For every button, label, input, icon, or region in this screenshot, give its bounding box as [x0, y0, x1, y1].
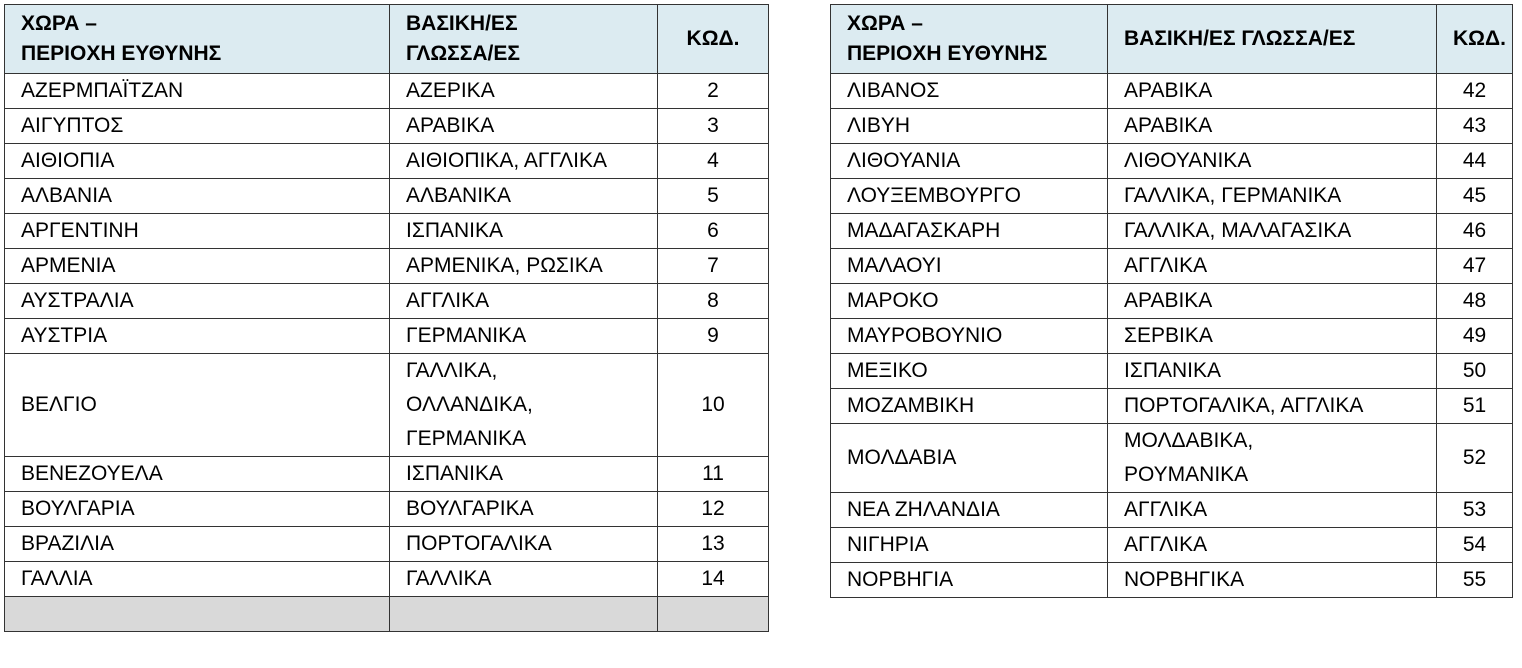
cell-code: 53	[1437, 493, 1513, 528]
header-code: ΚΩΔ.	[658, 5, 769, 74]
cell-country: ΑΖΕΡΜΠΑΪΤΖΑΝ	[5, 74, 390, 109]
cell-code: 44	[1437, 144, 1513, 179]
table-row	[831, 354, 1513, 389]
country-language-table-left	[4, 4, 769, 632]
cell-code: 3	[658, 109, 769, 144]
cell-country: ΝΕΑ ΖΗΛΑΝΔΙΑ	[831, 493, 1108, 528]
header-language: ΒΑΣΙΚΗ/ΕΣ ΓΛΩΣΣΑ/ΕΣ	[390, 5, 658, 74]
cell-language: ΑΓΓΛΙΚΑ	[390, 284, 658, 319]
cell-language: ΙΣΠΑΝΙΚΑ	[390, 457, 658, 492]
table-row	[5, 319, 769, 354]
table-row	[831, 389, 1513, 424]
cell-code: 6	[658, 214, 769, 249]
cell-language: ΓΑΛΛΙΚΑ, ΓΕΡΜΑΝΙΚΑ	[1108, 179, 1437, 214]
cell-code: 50	[1437, 354, 1513, 389]
cell-code: 10	[658, 354, 769, 457]
table-row	[831, 179, 1513, 214]
table-row	[831, 424, 1513, 493]
table-row	[5, 354, 769, 457]
cell-language: ΙΣΠΑΝΙΚΑ	[390, 214, 658, 249]
cell-code: 4	[658, 144, 769, 179]
cell-country: ΑΥΣΤΡΙΑ	[5, 319, 390, 354]
cell-language: ΑΡΑΒΙΚΑ	[390, 109, 658, 144]
table-row	[5, 527, 769, 562]
cell-language: ΓΑΛΛΙΚΑ, ΟΛΛΑΝΔΙΚΑ, ΓΕΡΜΑΝΙΚΑ	[390, 354, 658, 457]
table-row	[831, 214, 1513, 249]
cell-language: ΑΖΕΡΙΚΑ	[390, 74, 658, 109]
cell-country: ΛΟΥΞΕΜΒΟΥΡΓΟ	[831, 179, 1108, 214]
table-row	[831, 249, 1513, 284]
cell-country: ΒΡΑΖΙΛΙΑ	[5, 527, 390, 562]
table-row	[5, 284, 769, 319]
cell-code: 45	[1437, 179, 1513, 214]
cell-country: ΑΙΓΥΠΤΟΣ	[5, 109, 390, 144]
cell-language: ΑΡΑΒΙΚΑ	[1108, 74, 1437, 109]
cell-language: ΒΟΥΛΓΑΡΙΚΑ	[390, 492, 658, 527]
cell-language: ΛΙΘΟΥΑΝΙΚΑ	[1108, 144, 1437, 179]
cell-language: ΑΓΓΛΙΚΑ	[1108, 249, 1437, 284]
cell-code: 13	[658, 527, 769, 562]
table-row	[831, 493, 1513, 528]
cell-language: ΓΑΛΛΙΚΑ	[390, 562, 658, 597]
cell-code: 51	[1437, 389, 1513, 424]
cell-code: 11	[658, 457, 769, 492]
cell-country: ΒΕΝΕΖΟΥΕΛΑ	[5, 457, 390, 492]
cell-language: ΝΟΡΒΗΓΙΚΑ	[1108, 563, 1437, 598]
cell-code: 12	[658, 492, 769, 527]
cell-code: 55	[1437, 563, 1513, 598]
header-country: ΧΩΡΑ – ΠΕΡΙΟΧΗ ΕΥΘΥΝΗΣ	[5, 5, 390, 74]
cell-language: ΑΙΘΙΟΠΙΚΑ, ΑΓΓΛΙΚΑ	[390, 144, 658, 179]
cell-country: ΝΙΓΗΡΙΑ	[831, 528, 1108, 563]
cell-country: ΑΙΘΙΟΠΙΑ	[5, 144, 390, 179]
table-row	[831, 563, 1513, 598]
cell-country: ΜΑΛΑΟΥΙ	[831, 249, 1108, 284]
cell-language: ΓΑΛΛΙΚΑ, ΜΑΛΑΓΑΣΙΚΑ	[1108, 214, 1437, 249]
cell-country: ΑΥΣΤΡΑΛΙΑ	[5, 284, 390, 319]
header-row	[831, 5, 1513, 74]
cell-language: ΠΟΡΤΟΓΑΛΙΚΑ, ΑΓΓΛΙΚΑ	[1108, 389, 1437, 424]
cell-code: 9	[658, 319, 769, 354]
cell-language: ΑΡΑΒΙΚΑ	[1108, 284, 1437, 319]
cell-language: ΜΟΛΔΑΒΙΚΑ, ΡΟΥΜΑΝΙΚΑ	[1108, 424, 1437, 493]
cell-code: 42	[1437, 74, 1513, 109]
cell-country: ΒΟΥΛΓΑΡΙΑ	[5, 492, 390, 527]
header-row	[5, 5, 769, 74]
table-row	[5, 562, 769, 597]
cell-code: 8	[658, 284, 769, 319]
cell-country: ΛΙΒΥΗ	[831, 109, 1108, 144]
table-row	[831, 528, 1513, 563]
cell-language: ΣΕΡΒΙΚΑ	[1108, 319, 1437, 354]
cell-language	[390, 597, 658, 632]
cell-code: 49	[1437, 319, 1513, 354]
header-country: ΧΩΡΑ – ΠΕΡΙΟΧΗ ΕΥΘΥΝΗΣ	[831, 5, 1108, 74]
cell-country: ΑΡΜΕΝΙΑ	[5, 249, 390, 284]
cell-code: 46	[1437, 214, 1513, 249]
cell-language: ΑΡΜΕΝΙΚΑ, ΡΩΣΙΚΑ	[390, 249, 658, 284]
table-row	[831, 284, 1513, 319]
table-row	[5, 109, 769, 144]
cell-country: ΓΑΛΛΙΑ	[5, 562, 390, 597]
cell-country: ΒΕΛΓΙΟ	[5, 354, 390, 457]
table-row	[831, 109, 1513, 144]
header-language: ΒΑΣΙΚΗ/ΕΣ ΓΛΩΣΣΑ/ΕΣ	[1108, 5, 1437, 74]
cell-code: 47	[1437, 249, 1513, 284]
cell-code: 43	[1437, 109, 1513, 144]
table-row	[5, 457, 769, 492]
cell-language: ΠΟΡΤΟΓΑΛΙΚΑ	[390, 527, 658, 562]
table-row	[5, 214, 769, 249]
cell-code: 14	[658, 562, 769, 597]
cell-country: ΛΙΘΟΥΑΝΙΑ	[831, 144, 1108, 179]
table-row	[831, 319, 1513, 354]
table-row	[831, 74, 1513, 109]
cell-country: ΜΟΖΑΜΒΙΚΗ	[831, 389, 1108, 424]
cell-language: ΑΛΒΑΝΙΚΑ	[390, 179, 658, 214]
table-row	[5, 179, 769, 214]
table-row	[5, 597, 769, 632]
table-row	[5, 144, 769, 179]
cell-code: 52	[1437, 424, 1513, 493]
cell-code: 48	[1437, 284, 1513, 319]
cell-country: ΝΟΡΒΗΓΙΑ	[831, 563, 1108, 598]
table-row	[5, 249, 769, 284]
cell-code: 2	[658, 74, 769, 109]
header-code: ΚΩΔ.	[1437, 5, 1513, 74]
cell-country: ΜΕΞΙΚΟ	[831, 354, 1108, 389]
cell-language: ΑΓΓΛΙΚΑ	[1108, 528, 1437, 563]
cell-code: 5	[658, 179, 769, 214]
cell-language: ΙΣΠΑΝΙΚΑ	[1108, 354, 1437, 389]
table-row	[5, 74, 769, 109]
cell-language: ΓΕΡΜΑΝΙΚΑ	[390, 319, 658, 354]
cell-country: ΛΙΒΑΝΟΣ	[831, 74, 1108, 109]
table-row	[831, 144, 1513, 179]
cell-code: 7	[658, 249, 769, 284]
cell-country: ΜΟΛΔΑΒΙΑ	[831, 424, 1108, 493]
cell-country: ΑΡΓΕΝΤΙΝΗ	[5, 214, 390, 249]
cell-country	[5, 597, 390, 632]
cell-language: ΑΡΑΒΙΚΑ	[1108, 109, 1437, 144]
cell-country: ΜΑΔΑΓΑΣΚΑΡΗ	[831, 214, 1108, 249]
cell-code: 54	[1437, 528, 1513, 563]
cell-country: ΜΑΥΡΟΒΟΥΝΙΟ	[831, 319, 1108, 354]
table-row	[5, 492, 769, 527]
country-language-table-right	[830, 4, 1513, 598]
cell-country: ΑΛΒΑΝΙΑ	[5, 179, 390, 214]
cell-country: ΜΑΡΟΚΟ	[831, 284, 1108, 319]
cell-code	[658, 597, 769, 632]
cell-language: ΑΓΓΛΙΚΑ	[1108, 493, 1437, 528]
